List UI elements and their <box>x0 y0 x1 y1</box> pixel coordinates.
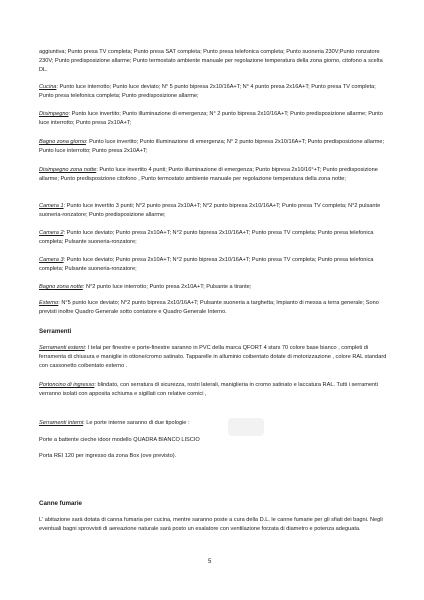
canne-fumarie-heading: Canne fumarie <box>39 500 82 507</box>
paragraph-cucina <box>39 83 389 101</box>
paragraph-disimpegno <box>39 110 389 128</box>
paragraph-portoncino <box>39 381 389 399</box>
canne-fumarie-text: L' abitazione sarà dotata di canna fumaria per cucina, mentre saranno poste a cura della D.L. le canne fumarie per gli sfiati dei bagni. Negli eventuali bagni sprovvisti di aereazione naturale sarà posto un esalatore con ventilazione forzata di diametro e potenza adeguata. <box>39 517 383 532</box>
page-number: 5 <box>208 559 212 565</box>
disimpegno-label: Disimpegno <box>39 111 69 117</box>
portoncino-text: : blindato, con serratura di sicurezza, rostri laterali, maniglieria in cromo satinato e laccatura RAL. Tutti i serramenti verranno isolati con apposita schiuma e sigillati con relative cornici , <box>39 382 378 397</box>
cucina-text: : Punto luce interrotto; Punto luce deviato; N° 5 punto bipresa 2x10/16A+T; N° 4 punto presa 2x16A+T; Punto presa TV completa; Punto presa telefonica completa; Punto predisposizione allarme; <box>39 84 376 99</box>
bagno-giorno-text: : Punto luce invertito; Punto illuminazione di emergenza; N° 2 punto bipresa 2x10/16A+T; Punto predisposizione allarme; Punto luce interrotto; Punto presa 2x10A+T; <box>39 139 385 154</box>
paragraph-porta-rei <box>39 452 389 461</box>
cucina-label: Cucina <box>39 84 57 90</box>
porte-battente-text: Porte a battente cieche idoor modello QUADRA BIANCO LISCIO <box>39 437 200 443</box>
serramenti-interni-label: Serramenti interni <box>39 420 84 426</box>
camera-2-label: Camera 2 <box>39 230 64 236</box>
paragraph-camera-1 <box>39 202 389 220</box>
camera-2-text: : Punto luce deviato; Punto presa 2x10A+T; N°2 punto bipresa 2x10/16A+T; Punto presa TV completa; Punto presa telefonica completa; Pulsante suoneria-ronzatore; <box>39 230 374 245</box>
serramenti-heading: Serramenti <box>39 328 72 335</box>
camera-1-text: : Punto luce invertito 3 punti; N°2 punto presa 2x10A+T; N°2 punto bipresa 2x10/16A+T; Punto presa TV completa; N°2 pulsante suoneria-ronzatore; Punto predisposizione allarme; <box>39 203 381 218</box>
paragraph-camera-3 <box>39 256 389 274</box>
camera-1-label: Camera 1 <box>39 203 64 209</box>
paragraph-canne-fumarie <box>39 516 389 534</box>
paragraph-serramenti-esterni <box>39 344 389 370</box>
serramenti-interni-text: : Le porte interne saranno di due tipologie : <box>83 420 190 426</box>
paragraph-esterno <box>39 299 389 317</box>
portoncino-label: Portoncino di ingresso <box>39 382 95 388</box>
porta-rei-text: Porta REI 120 per ingresso da zona Box (ove previsto). <box>39 453 177 459</box>
bagno-giorno-label: Bagno zona giorno <box>39 139 86 145</box>
esterno-label: Esterno <box>39 300 59 306</box>
paragraph-disimpegno-notte <box>39 166 389 184</box>
paragraph-intro <box>39 48 389 74</box>
serramenti-esterni-text: : I telai per finestre e porte-finestre saranno in PVC della marca QFORT 4 stars 70 colore base bianco , completi di ferramenta di chiusura e maniglie in ottone/cromo satinato. Tapparelle in alluminio coibentato dotate di motorizzazione , colore RAL standard con cassonetto coibentato esterno . <box>39 345 387 369</box>
paragraph-bagno-giorno <box>39 138 389 156</box>
disimpegno-notte-text: : Punto luce invertito 4 punti; Punto illuminazione di emergenza; Punto bipresa 2x10/16°+T; Punto predisposizione allarme; Punto predisposizione citofono , Punto termostato ambiente manuale per regolazione temperatura della zona notte; <box>39 167 378 182</box>
intro-text: aggiuntiva; Punto presa TV completa; Punto presa SAT completa; Punto presa telefonica completa; Punto suoneria 230V;Punto ronzatore 230V; Punto predisposizione allarme; Punto termostato ambiente manuale per regolazione temperatura della zona giorno, citofono a scelta DL. <box>39 49 383 73</box>
paragraph-camera-2 <box>39 229 389 247</box>
disimpegno-notte-label: Disimpegno zona notte <box>39 167 97 173</box>
bagno-notte-text: : N°2 punto luce interrotto; Punto presa 2x10A+T; Pulsante a tirante; <box>82 284 252 290</box>
serramenti-esterni-label: Serramenti esterni <box>39 345 85 351</box>
disimpegno-text: : Punto luce invertito; Punto illuminazione di emergenza; N° 2 punto bipresa 2x10/16A+T; Punto predisposizione allarme; Punto luce interrotto; Punto presa 2x10A+T; <box>39 111 383 126</box>
esterno-text: : N°5 punto luce deviato; N°2 punto bipresa 2x10/16A+T; Pulsante suoneria a targhetta; Impianto di messa a terra generale; Sono previsti inoltre Quadro Generale sotto contatore e Quadro Generale Interno. <box>39 300 379 315</box>
paragraph-porte-battente <box>39 436 389 445</box>
paragraph-bagno-notte <box>39 283 389 292</box>
camera-3-text: : Punto luce deviato; Punto presa 2x10A+T; N°2 punto bipresa 2x10/16A+T; Punto presa TV completa; Punto presa telefonica completa; Pulsante suoneria-ronzatore; <box>39 257 374 272</box>
camera-3-label: Camera 3 <box>39 257 64 263</box>
paragraph-serramenti-interni <box>39 419 389 428</box>
bagno-notte-label: Bagno zona notte <box>39 284 83 290</box>
